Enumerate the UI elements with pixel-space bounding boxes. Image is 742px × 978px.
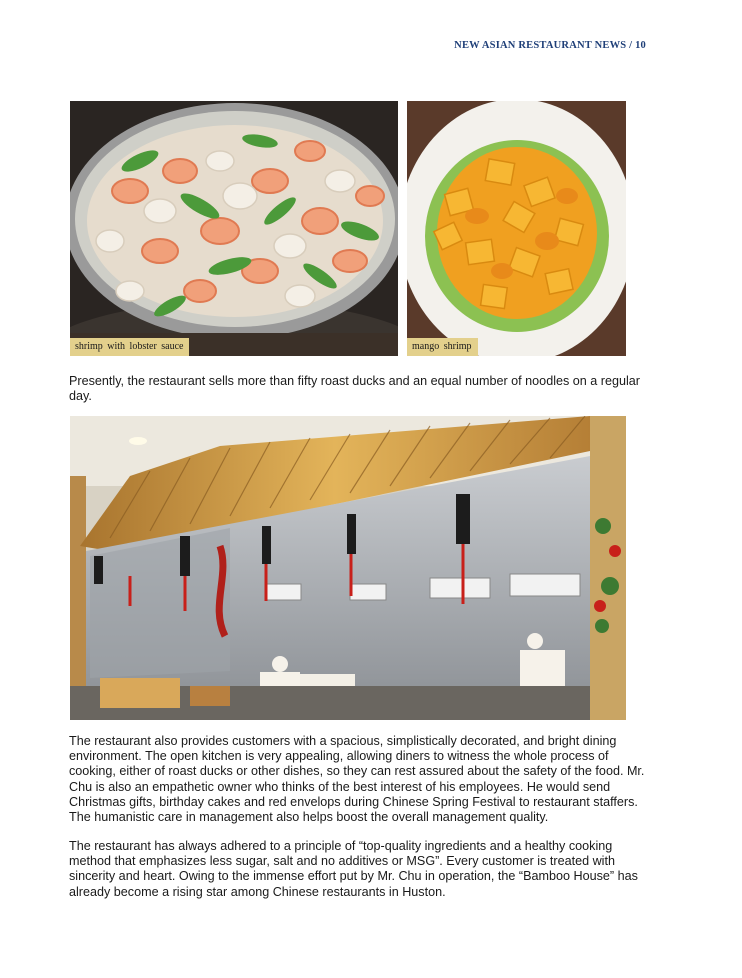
mango-shrimp-image <box>407 101 626 356</box>
mango-shrimp-caption: mango shrimp <box>407 338 478 356</box>
shrimp-lobster-caption: shrimp with lobster sauce <box>70 338 189 356</box>
open-kitchen-photo <box>70 416 626 720</box>
paragraph-principles: The restaurant has always adhered to a principle of “top-quality ingredients and a healthy cooking method that emphasizes less sugar, salt and no additives or MSG”. Every customer is treated with sincerity and heart. Owing to the immense effort put by Mr. Chu in operation, the “Bamboo House” has already become a rising star among Chinese restaurants in Huston. <box>69 839 638 899</box>
running-header: NEW ASIAN RESTAURANT NEWS / 10 <box>454 40 646 51</box>
shrimp-lobster-photo <box>70 101 398 356</box>
paragraph-dining-environment: The restaurant also provides customers with a spacious, simplistically decorated, and bright dining environment. The open kitchen is very appealing, allowing diners to witness the whole process of cooking, either of roast ducks or other dishes, so they can rest assured about the safety of the food. Mr. Chu is also an empathetic owner who thinks of the best interest of his employees. He would send Christmas gifts, birthday cakes and red envelops during Chinese Spring Festival to restaurant staffers. The humanistic care in management also helps boost the overall management quality. <box>69 734 645 825</box>
mango-shrimp-photo <box>407 101 626 356</box>
open-kitchen-image <box>70 416 626 720</box>
shrimp-lobster-image <box>70 101 398 356</box>
paragraph-ducks-noodles: Presently, the restaurant sells more than fifty roast ducks and an equal number of noodles on a regular day. <box>69 374 641 404</box>
